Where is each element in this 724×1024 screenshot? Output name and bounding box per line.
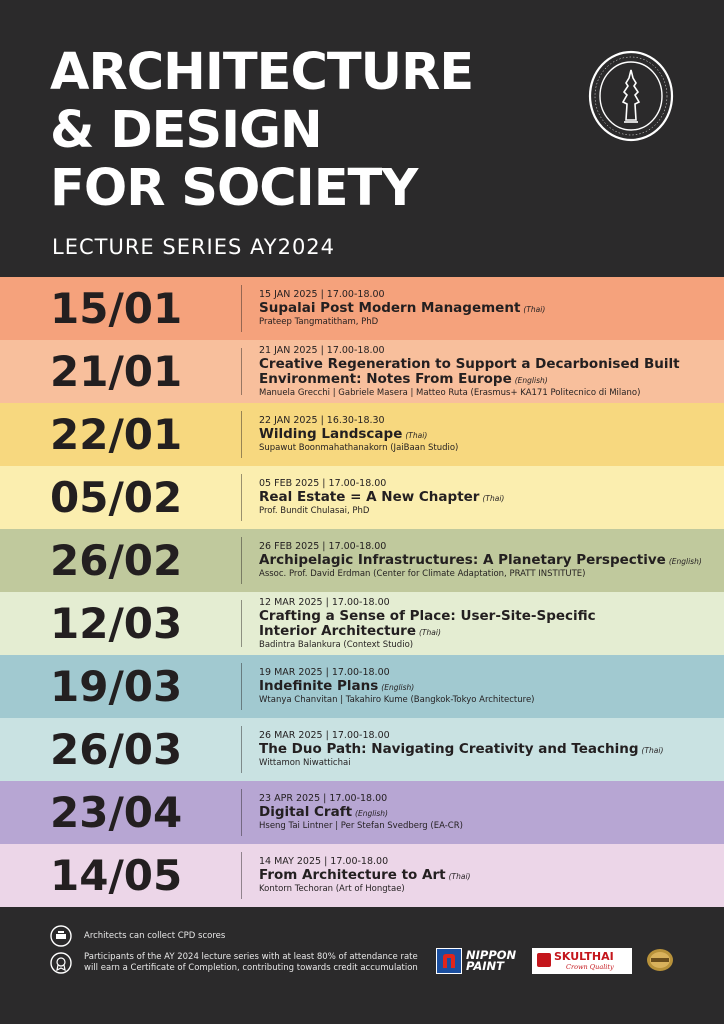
lecture-time: 19 MAR 2025 | 17.00-18.00	[259, 667, 390, 678]
lecture-date: 05/02	[50, 473, 183, 522]
lecture-speaker: Prof. Bundit Chulasai, PhD	[259, 506, 370, 516]
lecture-row	[0, 529, 724, 592]
lecture-row	[0, 844, 724, 907]
lecture-speaker: Wittamon Niwattichai	[259, 758, 351, 768]
topic-text: Interior Architecture	[259, 622, 416, 639]
nippon-wordmark	[466, 950, 516, 972]
topic-text: Archipelagic Infrastructures: A Planetary Perspective	[259, 552, 666, 568]
language-tag: (Thai)	[523, 305, 546, 314]
lecture-row	[0, 655, 724, 718]
cpd-note-text: Architects can collect CPD scores	[84, 930, 226, 941]
sponsor-emblem-icon	[646, 948, 674, 972]
topic-text: Indefinite Plans	[259, 678, 379, 694]
row-divider	[241, 852, 242, 899]
lecture-info	[259, 529, 706, 592]
row-divider	[241, 348, 242, 395]
lecture-topic-continued	[259, 624, 706, 640]
certificate-note	[50, 952, 418, 974]
topic-text: The Duo Path: Navigating Creativity and Teaching	[259, 741, 639, 757]
lecture-speaker: Manuela Grecchi | Gabriele Masera | Matteo Ruta (Erasmus+ KA171 Politecnico di Milano)	[259, 387, 641, 398]
lecture-row	[0, 781, 724, 844]
lecture-row	[0, 277, 724, 340]
lecture-speaker: Wtanya Chanvitan | Takahiro Kume (Bangkok-Tokyo Architecture)	[259, 695, 535, 705]
lecture-speaker: Assoc. Prof. David Erdman (Center for Climate Adaptation, PRATT INSTITUTE)	[259, 569, 586, 579]
lecture-date: 15/01	[50, 284, 183, 333]
lecture-speaker: Hseng Tai Lintner | Per Stefan Svedberg (EA-CR)	[259, 821, 463, 831]
lecture-topic	[259, 805, 706, 821]
topic-text: From Architecture to Art	[259, 867, 446, 883]
language-tag: (English)	[514, 375, 548, 385]
lecture-speaker: Kontorn Techoran (Art of Hongtae)	[259, 884, 405, 894]
language-tag: (English)	[668, 557, 702, 566]
row-divider	[241, 537, 242, 584]
lecture-time: 26 MAR 2025 | 17.00-18.00	[259, 730, 390, 741]
topic-text: Digital Craft	[259, 804, 353, 820]
lecture-info	[259, 340, 706, 403]
lecture-topic	[259, 553, 706, 569]
lecture-time: 12 MAR 2025 | 17.00-18.00	[259, 596, 390, 608]
lecture-speaker: Supawut Boonmahathanakorn (JaiBaan Studio)	[259, 443, 459, 453]
title-line: & DESIGN	[50, 101, 322, 160]
cpd-note	[50, 925, 225, 947]
lecture-speaker: Prateep Tangmatitham, PhD	[259, 317, 379, 327]
poster-title	[50, 44, 473, 218]
row-divider	[241, 600, 242, 647]
language-tag: (Thai)	[641, 746, 664, 755]
lecture-topic	[259, 868, 706, 884]
nippon-paint-logo	[436, 948, 522, 974]
lecture-time: 26 FEB 2025 | 17.00-18.00	[259, 541, 387, 552]
skulthai-logo	[532, 948, 632, 974]
topic-text: Supalai Post Modern Management	[259, 300, 521, 316]
lecture-date: 23/04	[50, 788, 183, 837]
certificate-badge-icon	[50, 952, 72, 974]
nippon-word: NIPPON	[466, 948, 517, 962]
skulthai-tagline: Crown Quality	[566, 963, 614, 971]
lecture-time: 05 FEB 2025 | 17.00-18.00	[259, 478, 387, 489]
lecture-time: 21 JAN 2025 | 17.00-18.00	[259, 344, 385, 356]
lecture-date: 26/03	[50, 725, 183, 774]
row-divider	[241, 789, 242, 836]
lecture-info	[259, 592, 706, 655]
skulthai-wordmark: SKULTHAI	[554, 950, 614, 963]
lecture-topic: Creative Regeneration to Support a Decarbonised Built	[259, 355, 680, 372]
lecture-row	[0, 592, 724, 655]
lecture-time: 15 JAN 2025 | 17.00-18.00	[259, 289, 385, 300]
lecture-time: 22 JAN 2025 | 16.30-18.30	[259, 415, 385, 426]
language-tag: (Thai)	[419, 627, 441, 637]
lecture-row	[0, 466, 724, 529]
lecture-topic: Crafting a Sense of Place: User-Site-Specific	[259, 607, 596, 624]
row-divider	[241, 411, 242, 458]
lecture-row	[0, 718, 724, 781]
title-line: ARCHITECTURE	[50, 43, 474, 102]
lecture-date: 26/02	[50, 536, 183, 585]
lecture-date: 14/05	[50, 851, 183, 900]
skulthai-mark-icon	[537, 953, 551, 967]
lecture-time: 23 APR 2025 | 17.00-18.00	[259, 793, 388, 804]
lecture-topic	[259, 301, 706, 317]
language-tag: (English)	[381, 683, 415, 692]
lecture-speaker: Badintra Balankura (Context Studio)	[259, 639, 414, 650]
poster-footer	[0, 908, 724, 1024]
lecture-topic-continued	[259, 372, 706, 388]
row-divider	[241, 285, 242, 332]
poster-subtitle: LECTURE SERIES AY2024	[52, 235, 336, 259]
lecture-info	[259, 403, 706, 466]
row-divider	[241, 726, 242, 773]
language-tag: (Thai)	[448, 872, 471, 881]
paint-word: PAINT	[466, 959, 505, 973]
topic-text: Environment: Notes From Europe	[259, 370, 512, 387]
language-tag: (English)	[355, 809, 388, 818]
row-divider	[241, 474, 242, 521]
lecture-info	[259, 277, 706, 340]
topic-text: Real Estate = A New Chapter	[259, 489, 480, 505]
lecture-info	[259, 718, 706, 781]
title-line: FOR SOCIETY	[50, 159, 418, 218]
cpd-badge-icon	[50, 925, 72, 947]
lecture-topic	[259, 490, 706, 506]
nippon-mark-icon	[436, 948, 462, 974]
certificate-note-text	[84, 952, 418, 974]
lecture-info	[259, 844, 706, 907]
lecture-row	[0, 340, 724, 403]
lecture-topic	[259, 679, 706, 695]
lecture-topic	[259, 742, 706, 758]
lecture-date: 12/03	[50, 599, 183, 648]
lecture-time: 14 MAY 2025 | 17.00-18.00	[259, 856, 389, 867]
certificate-note-line: Participants of the AY 2024 lecture series with at least 80% of attendance rate	[84, 952, 418, 962]
lecture-date: 22/01	[50, 410, 183, 459]
lecture-info	[259, 655, 706, 718]
lecture-topic	[259, 427, 706, 443]
row-divider	[241, 663, 242, 710]
lecture-list	[0, 277, 724, 907]
lecture-date: 19/03	[50, 662, 183, 711]
lecture-row	[0, 403, 724, 466]
language-tag: (Thai)	[482, 494, 505, 503]
lecture-info	[259, 466, 706, 529]
lecture-info	[259, 781, 706, 844]
lecture-date: 21/01	[50, 347, 183, 396]
language-tag: (Thai)	[405, 431, 428, 440]
certificate-note-line: will earn a Certificate of Completion, contributing towards credit accumulation	[84, 963, 418, 973]
faculty-seal-logo	[588, 50, 674, 142]
topic-text: Wilding Landscape	[259, 426, 403, 442]
